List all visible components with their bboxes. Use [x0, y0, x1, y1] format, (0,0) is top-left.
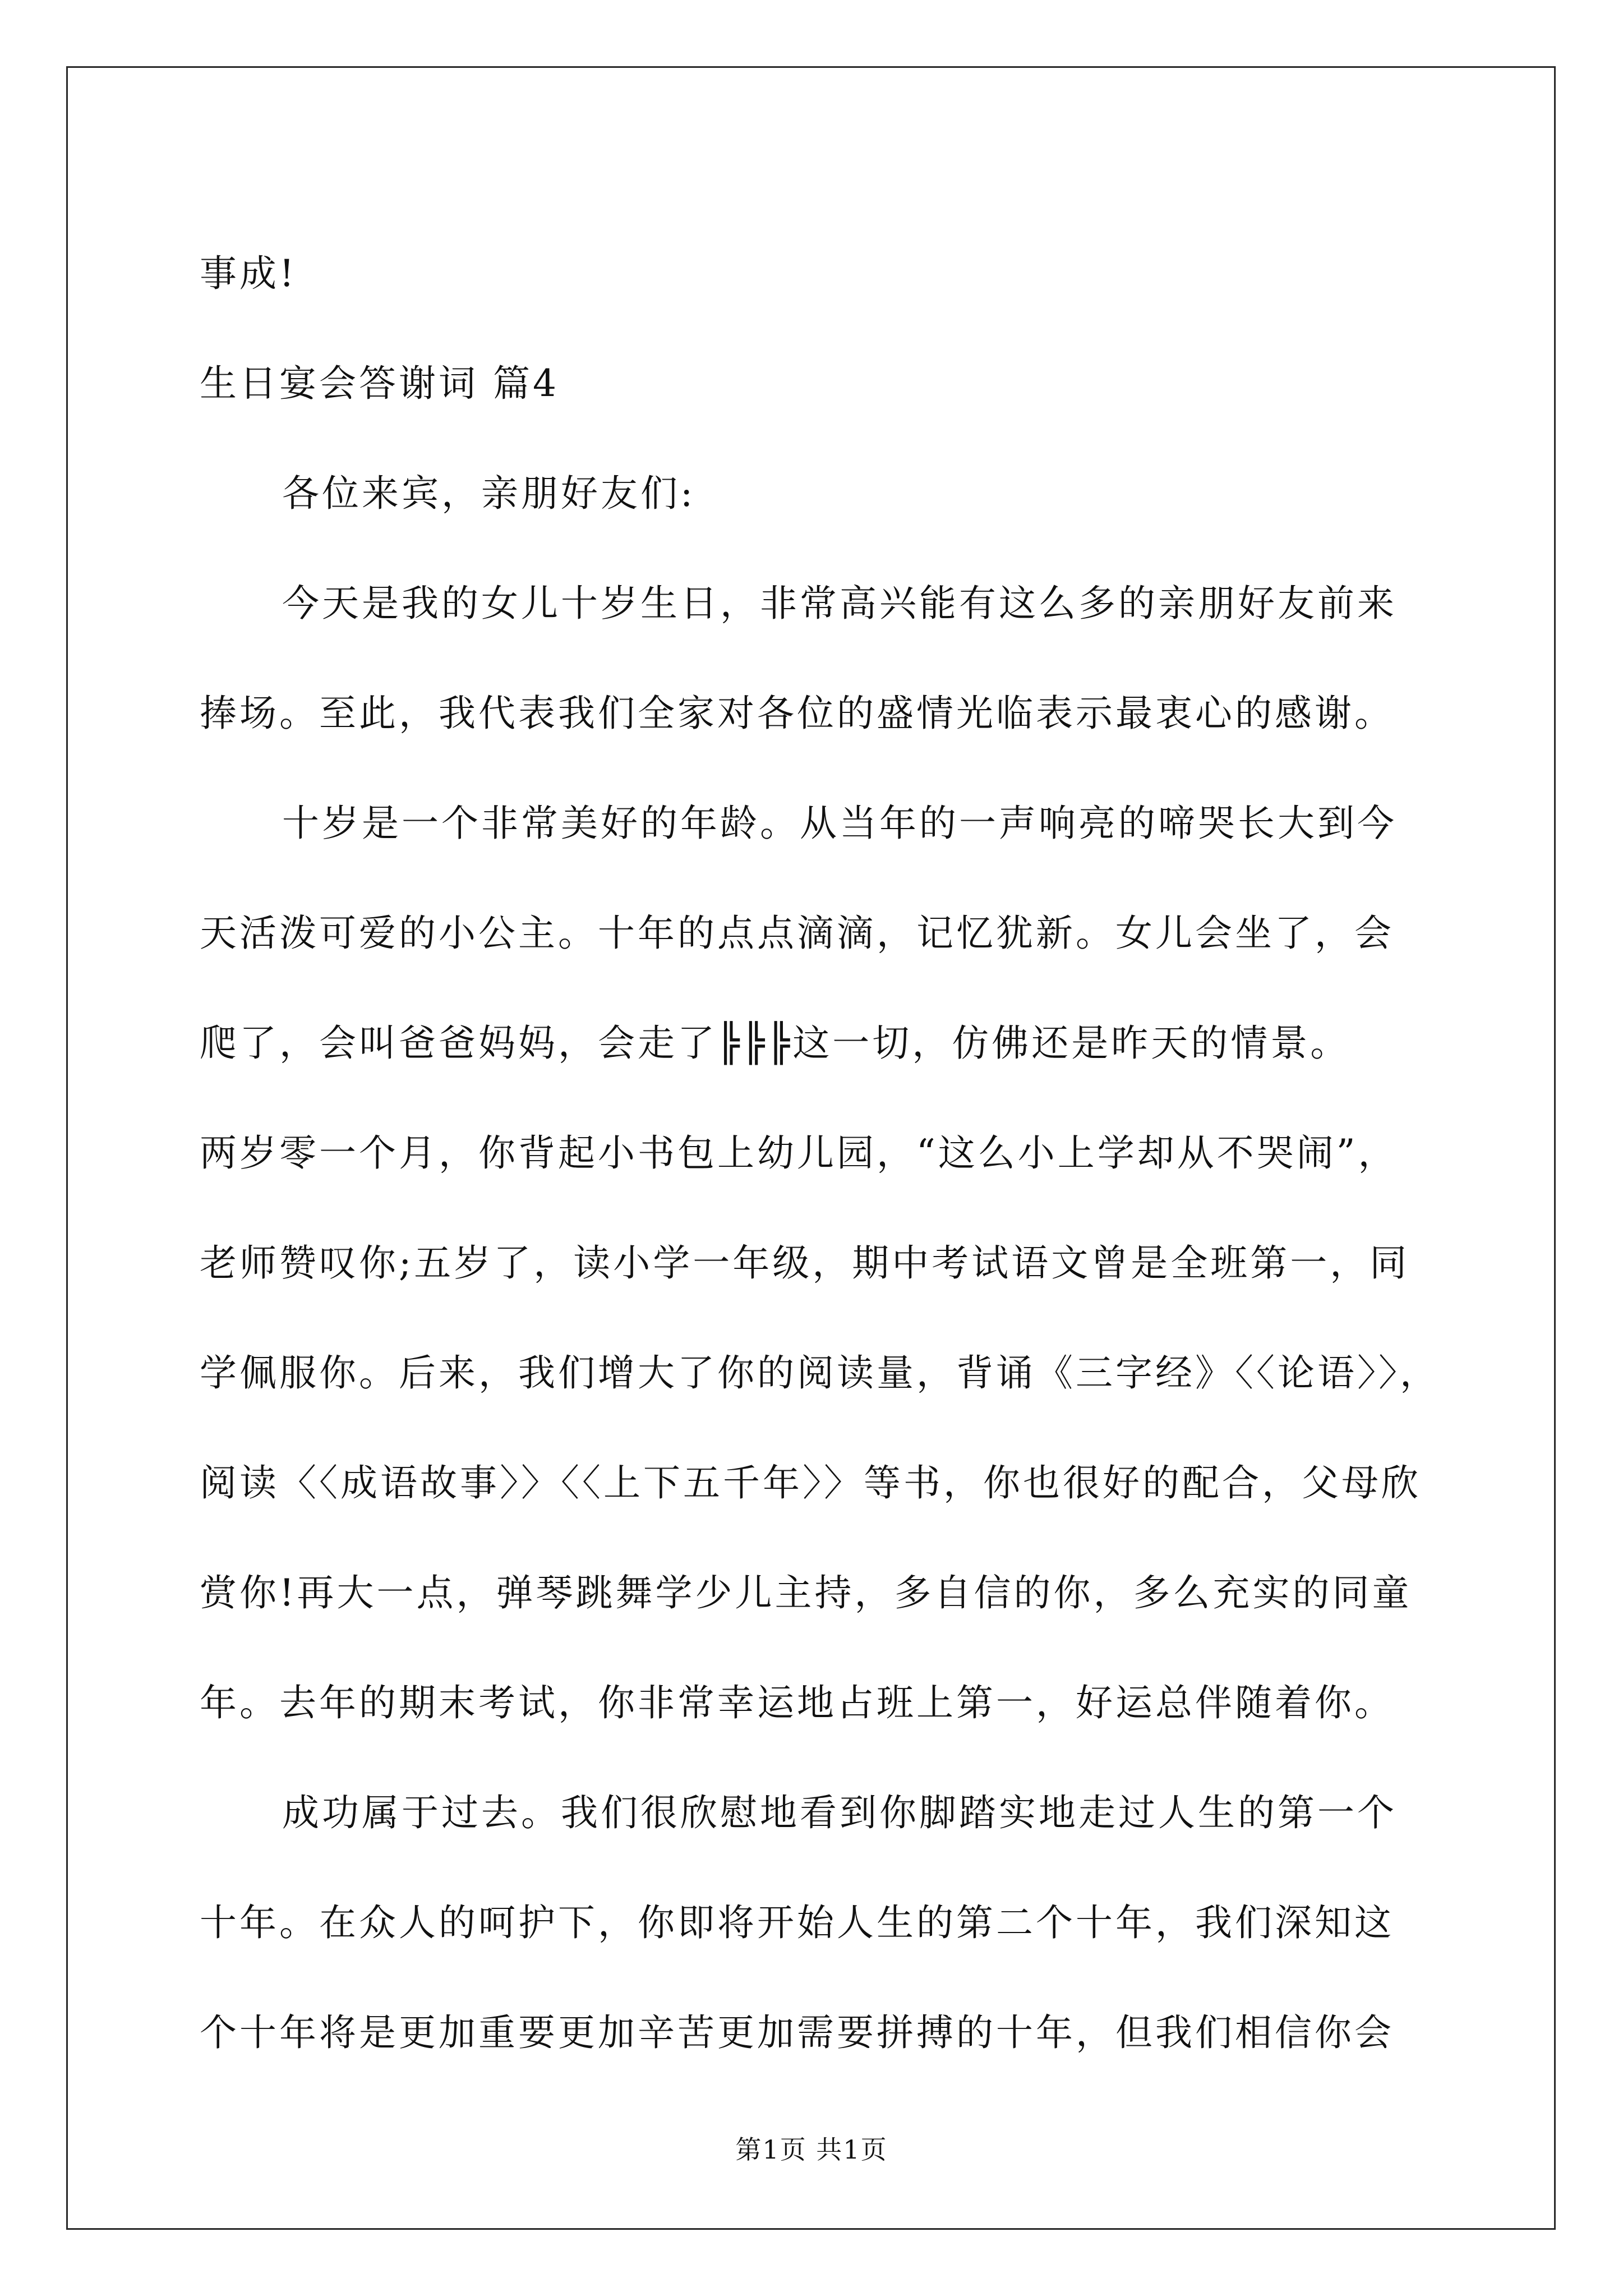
- paragraph-2-line-8: 赏你!再大一点，弹琴跳舞学少儿主持，多自信的你，多么充实的同童: [200, 1571, 1412, 1614]
- paragraph-2-line-6: 学佩服你。后来，我们增大了你的阅读量，背诵《三字经》〈〈论语〉〉，: [200, 1351, 1440, 1395]
- opening-line: 事成!: [200, 252, 297, 295]
- paragraph-1-line-1: 今天是我的女儿十岁生日，非常高兴能有这么多的亲朋好友前来: [282, 582, 1397, 625]
- paragraph-1-line-2: 捧场。至此，我代表我们全家对各位的盛情光临表示最衷心的感谢。: [200, 692, 1394, 735]
- paragraph-2-line-2: 天活泼可爱的小公主。十年的点点滴滴，记忆犹新。女儿会坐了，会: [200, 912, 1394, 955]
- paragraph-2-line-4: 两岁零一个月，你背起小书包上幼儿园，“这么小上学却从不哭闹”，: [200, 1131, 1398, 1175]
- paragraph-2-line-7: 阅读〈〈成语故事〉〉〈〈上下五千年〉〉等书，你也很好的配合，父母欣: [200, 1461, 1421, 1504]
- page-footer: 第1页 共1页: [735, 2134, 888, 2165]
- greeting: 各位来宾，亲朋好友们:: [282, 472, 696, 515]
- paragraph-2-line-1: 十岁是一个非常美好的年龄。从当年的一声响亮的啼哭长大到今: [282, 802, 1397, 845]
- paragraph-2-line-3: 爬了，会叫爸爸妈妈，会走了╠╠╠这一切，仿佛还是昨天的情景。: [200, 1022, 1350, 1065]
- paragraph-3-line-3: 个十年将是更加重要更加辛苦更加需要拼搏的十年，但我们相信你会: [200, 2011, 1394, 2054]
- paragraph-2-line-9: 年。去年的期末考试，你非常幸运地占班上第一，好运总伴随着你。: [200, 1681, 1394, 1724]
- section-title: 生日宴会答谢词 篇4: [200, 362, 559, 405]
- document-body: [200, 219, 1440, 2088]
- paragraph-3-line-1: 成功属于过去。我们很欣慰地看到你脚踏实地走过人生的第一个: [282, 1791, 1397, 1834]
- paragraph-2-line-5: 老师赞叹你;五岁了，读小学一年级，期中考试语文曾是全班第一，同: [200, 1241, 1410, 1285]
- paragraph-3-line-2: 十年。在众人的呵护下，你即将开始人生的第二个十年，我们深知这: [200, 1901, 1394, 1944]
